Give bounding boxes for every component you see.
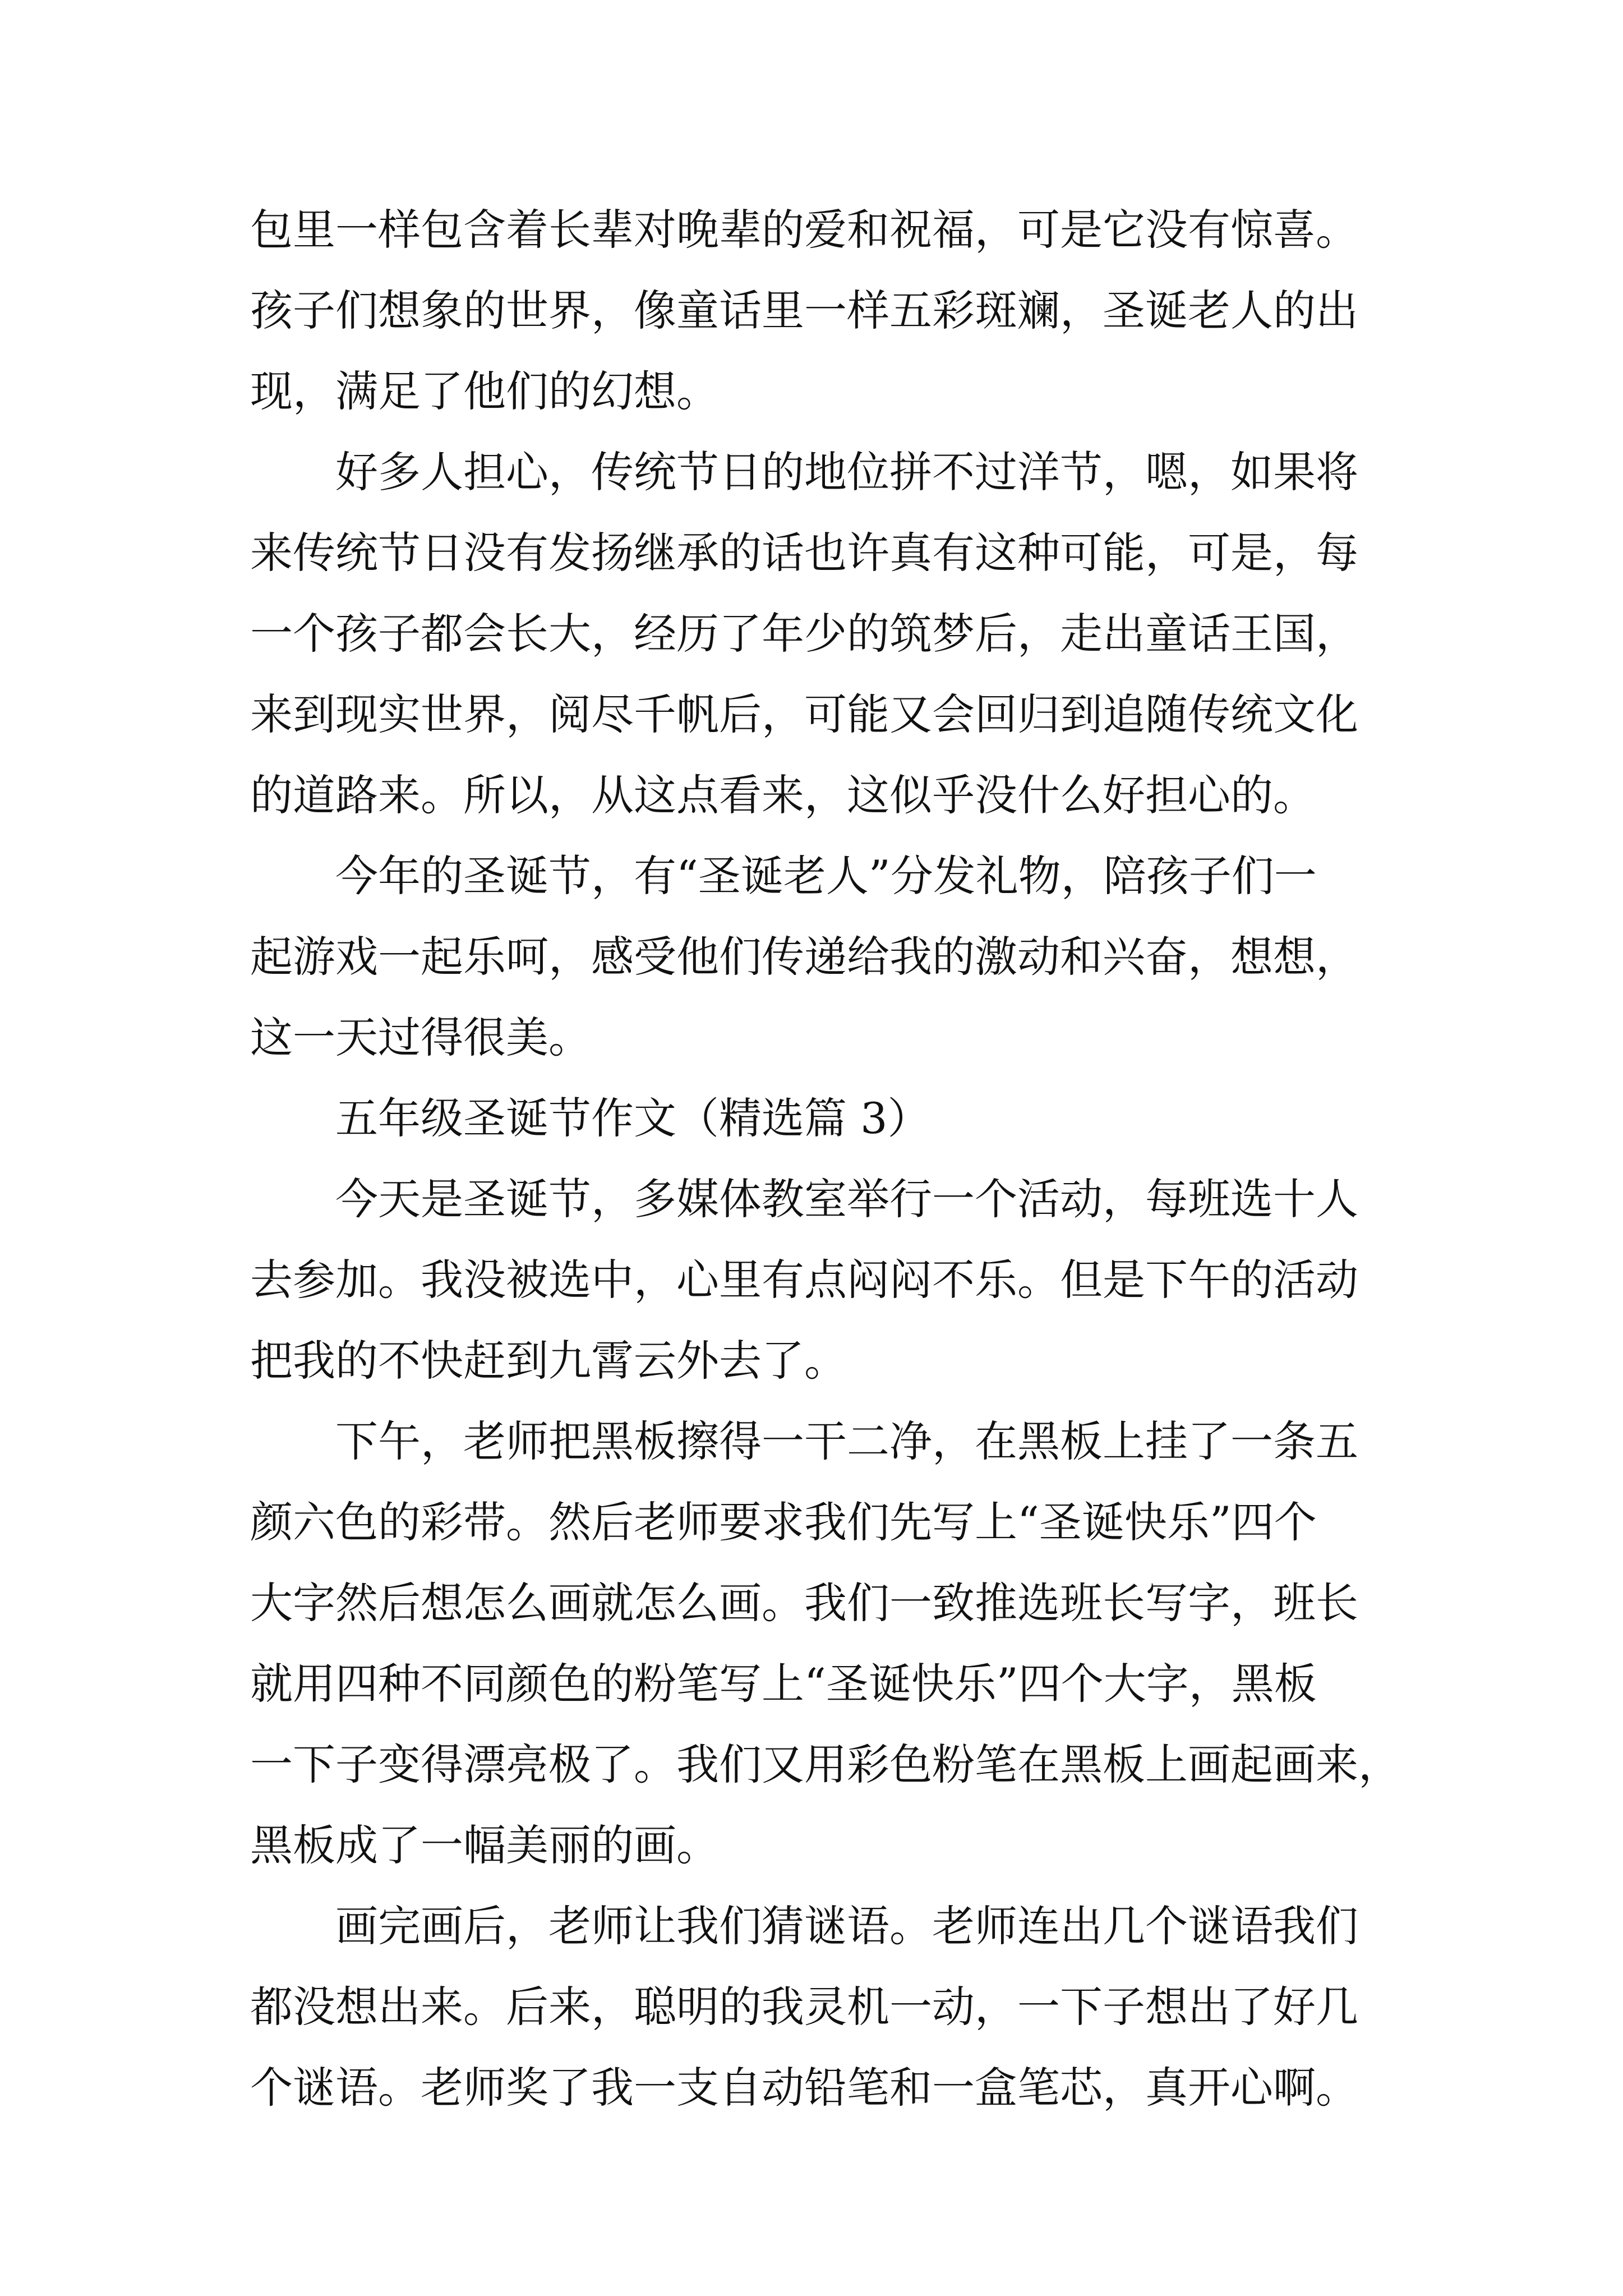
text-line: 孩子们想象的世界，像童话里一样五彩斑斓，圣诞老人的出: [250, 286, 1358, 335]
text-line: 现，满足了他们的幻想。: [250, 366, 719, 416]
text-line: 画完画后，老师让我们猜谜语。老师连出几个谜语我们: [250, 1901, 1358, 1951]
text-line: 来传统节日没有发扬继承的话也许真有这种可能，可是，每: [250, 528, 1358, 578]
text-line: 来到现实世界，阅尽千帆后，可能又会回归到追随传统文化: [250, 689, 1358, 739]
text-line: 去参加。我没被选中，心里有点闷闷不乐。但是下午的活动: [250, 1255, 1358, 1305]
text-line: 一个孩子都会长大，经历了年少的筑梦后，走出童话王国，: [250, 609, 1358, 659]
text-line: 今年的圣诞节，有“圣诞老人”分发礼物，陪孩子们一: [250, 851, 1317, 901]
text-line: 黑板成了一幅美丽的画。: [250, 1820, 719, 1870]
essay-body: [250, 190, 1401, 2128]
text-line: 颜六色的彩带。然后老师要求我们先写上“圣诞快乐”四个: [250, 1497, 1317, 1547]
text-line: 就用四种不同颜色的粉笔写上“圣诞快乐”四个大字，黑板: [250, 1659, 1317, 1709]
text-line: 好多人担心，传统节日的地位拼不过洋节，嗯，如果将: [250, 447, 1358, 497]
text-line: 今天是圣诞节，多媒体教室举行一个活动，每班选十人: [250, 1174, 1358, 1224]
text-line: 一下子变得漂亮极了。我们又用彩色粉笔在黑板上画起画来，: [250, 1740, 1401, 1789]
text-line: 个谜语。老师奖了我一支自动铅笔和一盒笔芯，真开心啊。: [250, 2063, 1358, 2113]
text-line: 的道路来。所以，从这点看来，这似乎没什么好担心的。: [250, 770, 1316, 820]
section-heading: 五年级圣诞节作文（精选篇 3）: [250, 1093, 930, 1143]
text-line: 起游戏一起乐呵，感受他们传递给我的激动和兴奋，想想，: [250, 932, 1358, 982]
text-line: 下午，老师把黑板擦得一干二净，在黑板上挂了一条五: [250, 1416, 1358, 1466]
text-line: 大字然后想怎么画就怎么画。我们一致推选班长写字，班长: [250, 1578, 1358, 1628]
text-line: 包里一样包含着长辈对晚辈的爱和祝福，可是它没有惊喜。: [250, 205, 1358, 255]
text-line: 把我的不快赶到九霄云外去了。: [250, 1336, 847, 1386]
text-line: 都没想出来。后来，聪明的我灵机一动，一下子想出了好几: [250, 1982, 1358, 2032]
text-line: 这一天过得很美。: [250, 1013, 591, 1062]
